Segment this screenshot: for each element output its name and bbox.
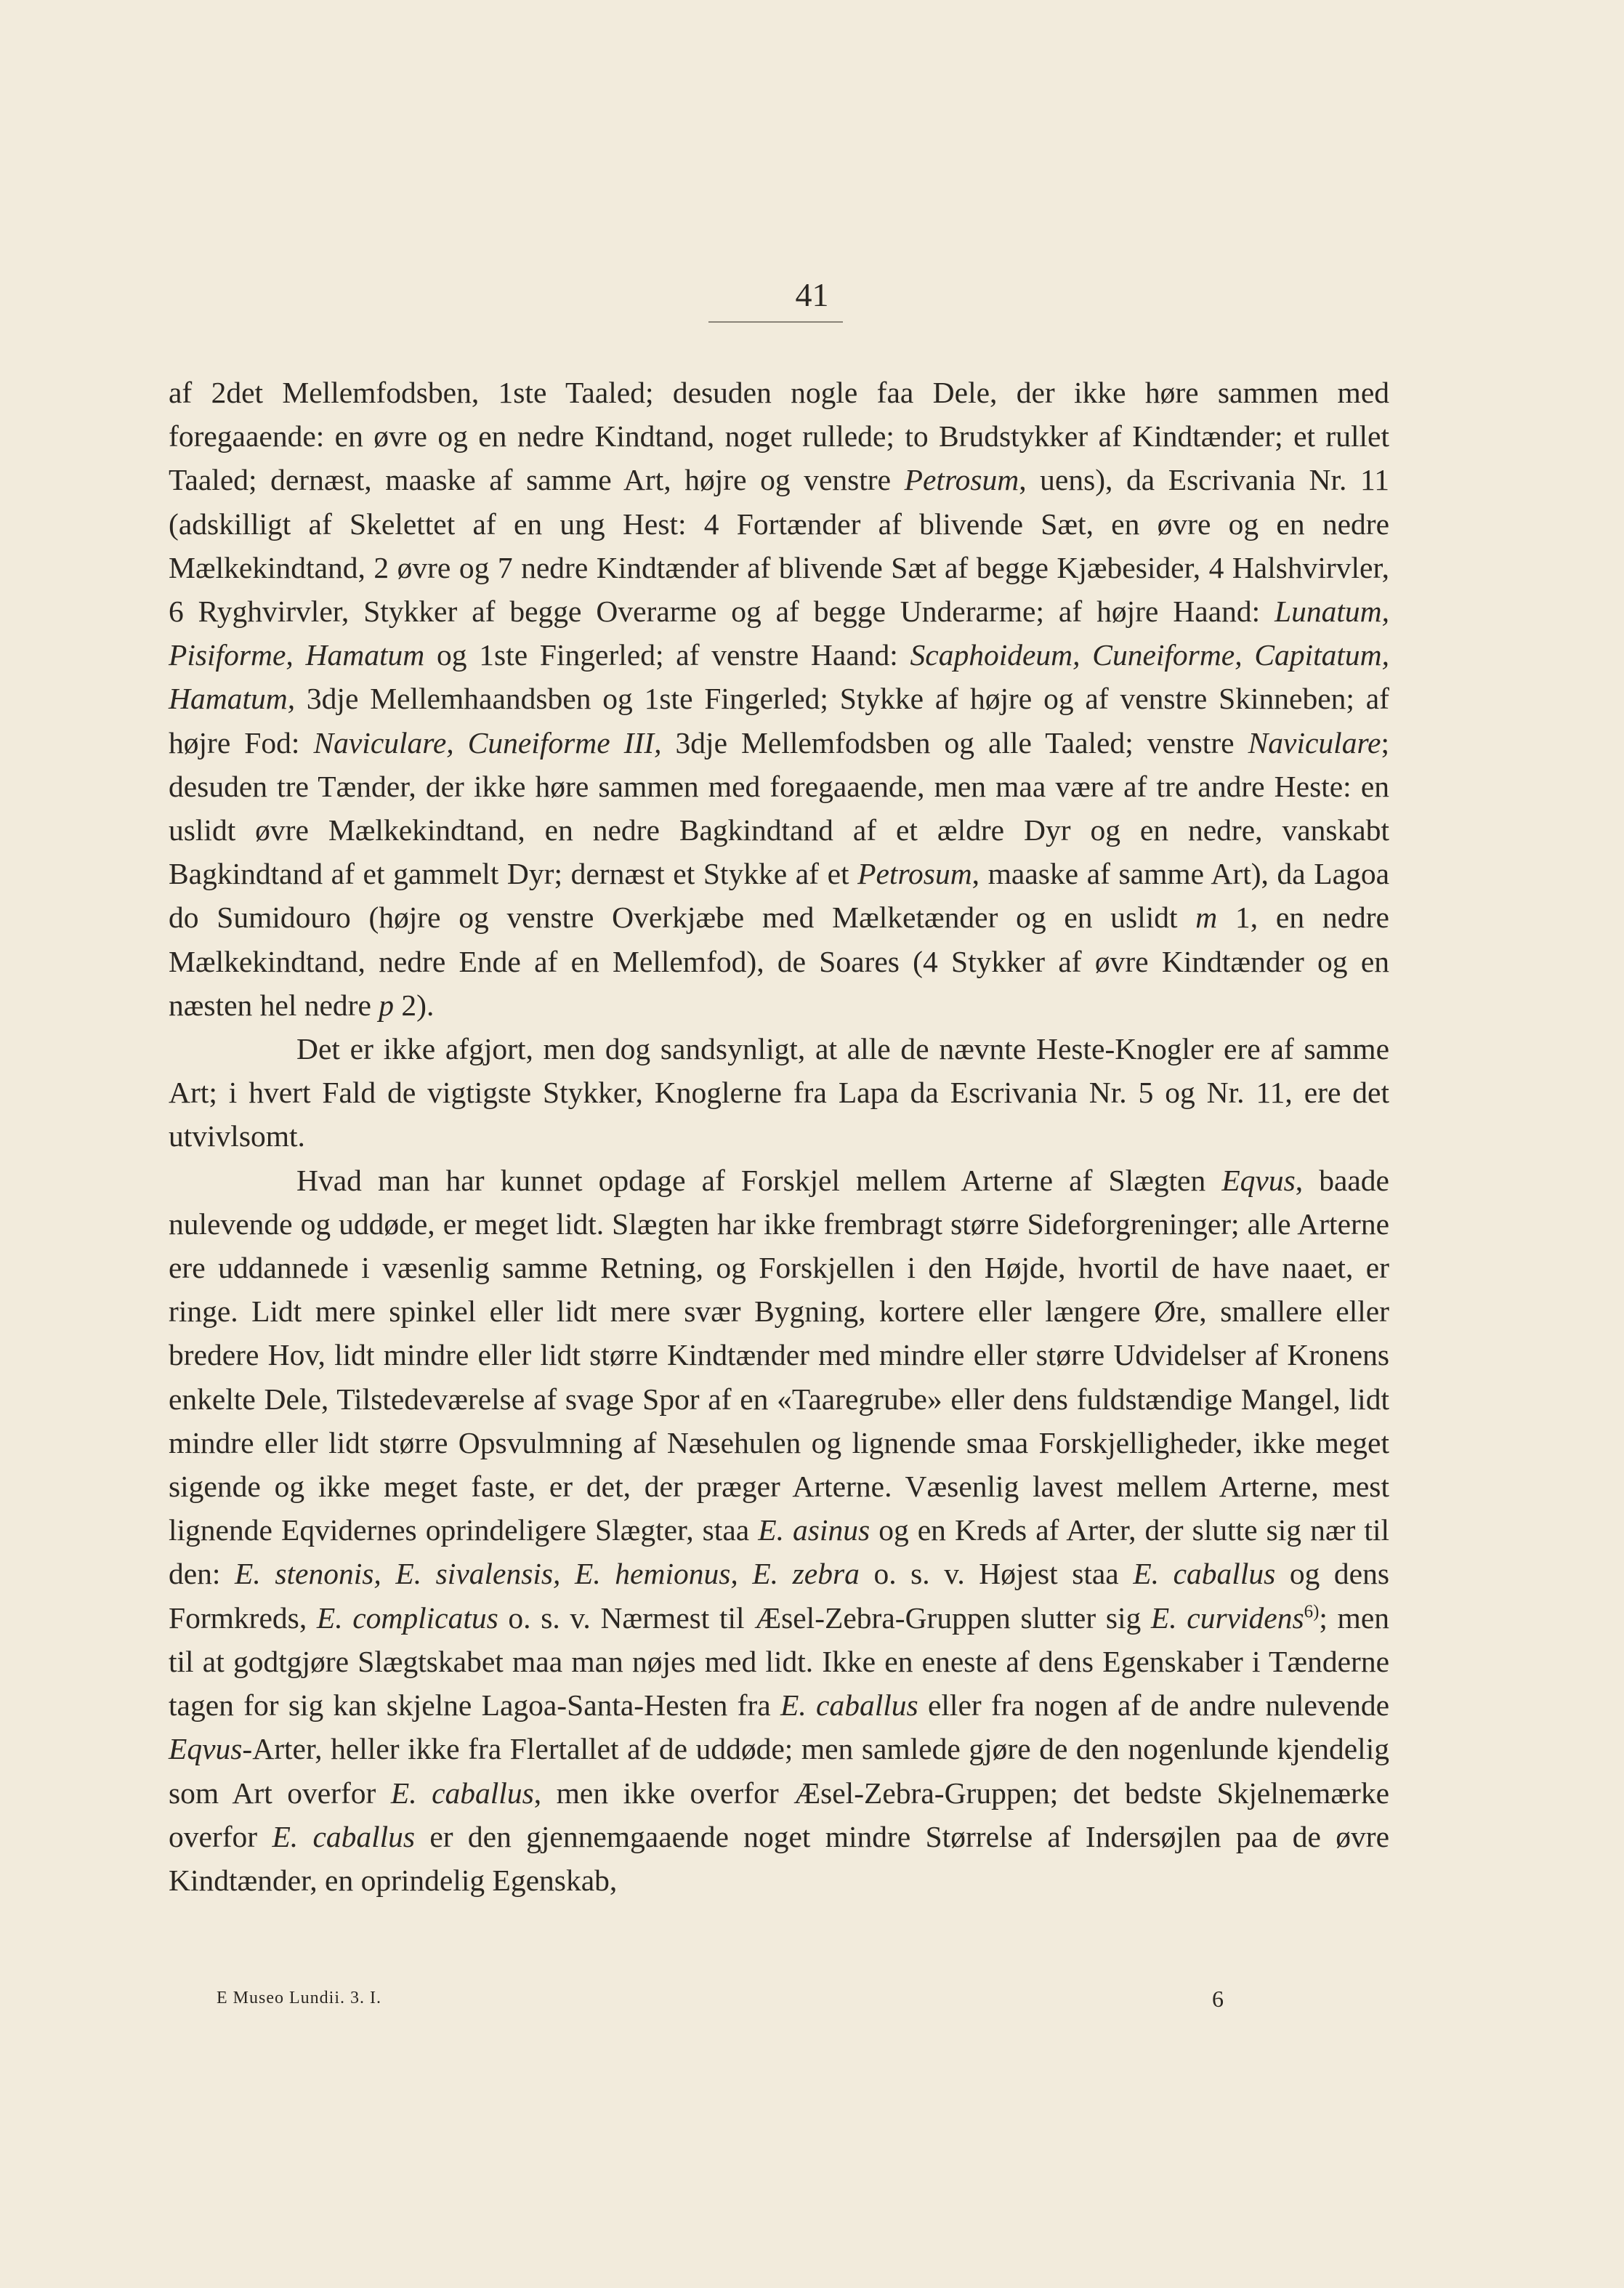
italic-term: Eqvus [1221,1163,1296,1197]
paragraph [169,371,1389,1027]
italic-term: Naviculare [1248,725,1381,760]
italic-term: Lunatum, Pisiforme, Hamatum [169,595,1389,672]
text-run: Hvad man har kunnet opdage af Forskjel mellem Arterne af Slægten [296,1163,1222,1197]
footer-series: E Museo Lundii. 3. I. [217,1989,381,2007]
text-run: og en Kreds af Arter, der slutte sig nær til den: [169,1513,1390,1591]
italic-term: p [379,988,395,1022]
text-run: 1, en nedre Mælkekindtand, nedre Ende af en Mellemfod), de Soares (4 Stykker af øvre Kindtænder og en næsten hel nedre [169,901,1389,1022]
page-number: 41 [795,276,829,313]
text-run: o. s. v. Nærmest til Æsel-Zebra-Gruppen slutter sig [498,1600,1151,1635]
body-text [169,371,1389,1902]
italic-term: E. stenonis, E. sivalensis, E. hemionus, E. zebra [235,1557,860,1591]
text-run: og dens Formkreds, [169,1557,1390,1635]
italic-term: E. caballus [1133,1557,1276,1591]
footnote-ref: 6) [1304,1601,1320,1622]
text-run: , men ikke overfor Æsel-Zebra-Gruppen; det bedste Skjelnemærke overfor [169,1776,1390,1853]
italic-term: E. asinus [758,1513,870,1547]
italic-term: E. caballus [272,1819,416,1853]
italic-term: Petrosum [904,463,1019,497]
text-run: , maaske af samme Art), da Lagoa do Sumidouro (højre og venstre Overkjæbe med Mælketænder og en uslidt [169,857,1389,935]
text-run: er den gjennemgaaende noget mindre Størrelse af Indersøjlen paa de øvre Kindtænder, en oprindelig Egenskab, [169,1819,1390,1897]
italic-term: E. caballus [780,1688,918,1723]
paragraph [169,1027,1389,1159]
header-rule [708,321,843,323]
text-run: , baade nulevende og uddøde, er meget lidt. Slægten har ikke frembragt større Sideforgreninger; alle Arterne ere uddannede i væsenlig samme Retning, og Forskjellen i den Højde, hvortil de have naaet, er ringe. Lidt mere spinkel eller lidt mere svær Bygning, kortere eller længere Øre, smallere eller bredere Hov, lidt mindre eller lidt større Kindtænder med mindre eller større Udvidelser af Kronens enkelte Dele, Tilstedeværelse af svage Spor af en «Taaregrube» eller dens fuldstændige Mangel, lidt mindre eller lidt større Opsvulmning af Næsehulen og lignende smaa Forskjelligheder, ikke meget sigende og ikke meget faste, er det, der præger Arterne. Væsenlig lavest mellem Arterne, mest lignende Eqvidernes oprindeligere Slægter, staa [169,1163,1389,1547]
text-run: 2). [394,988,435,1022]
italic-term: Naviculare, Cuneiforme III, [313,725,662,760]
text-run: ; men til at godtgjøre Slægtskabet maa man nøjes med lidt. Ikke en eneste af dens Egenskaber i Tænderne tagen for sig kan skjelne Lagoa-Santa-Hesten fra [169,1600,1389,1723]
italic-term: Scaphoideum, Cuneiforme, Capitatum, Hamatum, [169,638,1389,716]
paragraph [169,1159,1389,1902]
italic-term: E. caballus [390,1776,534,1810]
text-run: ; desuden tre Tænder, der ikke høre sammen med foregaaende, men maa være af tre andre Heste: en uslidt øvre Mælkekindtand, en nedre Bagkindtand af et ældre Dyr og en nedre, vanskabt Bagkindtand af et gammelt Dyr; dernæst et Stykke af et [169,725,1389,891]
text-run: og 1ste Fingerled; af venstre Haand: [424,638,910,672]
text-run: -Arter, heller ikke fra Flertallet af de uddøde; men samlede gjøre de den nogenlunde kjendelig som Art overfor [169,1732,1389,1810]
text-run: 3dje Mellemhaandsben og 1ste Fingerled; Stykke af højre og af venstre Skinneben; af højre Fod: [169,682,1389,760]
italic-term: Eqvus [169,1732,243,1766]
text-run: af 2det Mellemfodsben, 1ste Taaled; desuden nogle faa Dele, der ikke høre sammen med foregaaende: en øvre og en nedre Kindtand, noget rullede; to Brudstykker af Kindtænder; et rullet Taaled; dernæst, maaske af samme Art, højre og venstre [169,376,1389,497]
italic-term: E. curvidens [1150,1600,1304,1635]
text-run: Det er ikke afgjort, men dog sandsynligt, at alle de nævnte Heste-Knogler ere af samme Art; i hvert Fald de vigtigste Stykker, Knoglerne fra Lapa da Escrivania Nr. 5 og Nr. 11, ere det utvivlsomt. [169,1032,1389,1153]
text-run: eller fra nogen af de andre nulevende [918,1688,1389,1723]
text-run: , uens), da Escrivania Nr. 11 (adskilligt af Skelettet af en ung Hest: 4 Fortænder af blivende Sæt, en øvre og en nedre Mælkekindtand, 2 øvre og 7 nedre Kindtænder af blivende Sæt af begge Kjæbesider, 4 Halshvirvler, 6 Ryghvirvler, Stykker af begge Overarme og af begge Underarme; af højre Haand: [169,463,1389,629]
text-run: 3dje Mellemfodsben og alle Taaled; venstre [661,725,1248,760]
footer-signature: 6 [1212,1986,1224,2012]
italic-term: E. complicatus [316,1600,498,1635]
text-run: o. s. v. Højest staa [859,1557,1134,1591]
italic-term: Petrosum [857,857,972,891]
italic-term: m [1195,901,1218,935]
